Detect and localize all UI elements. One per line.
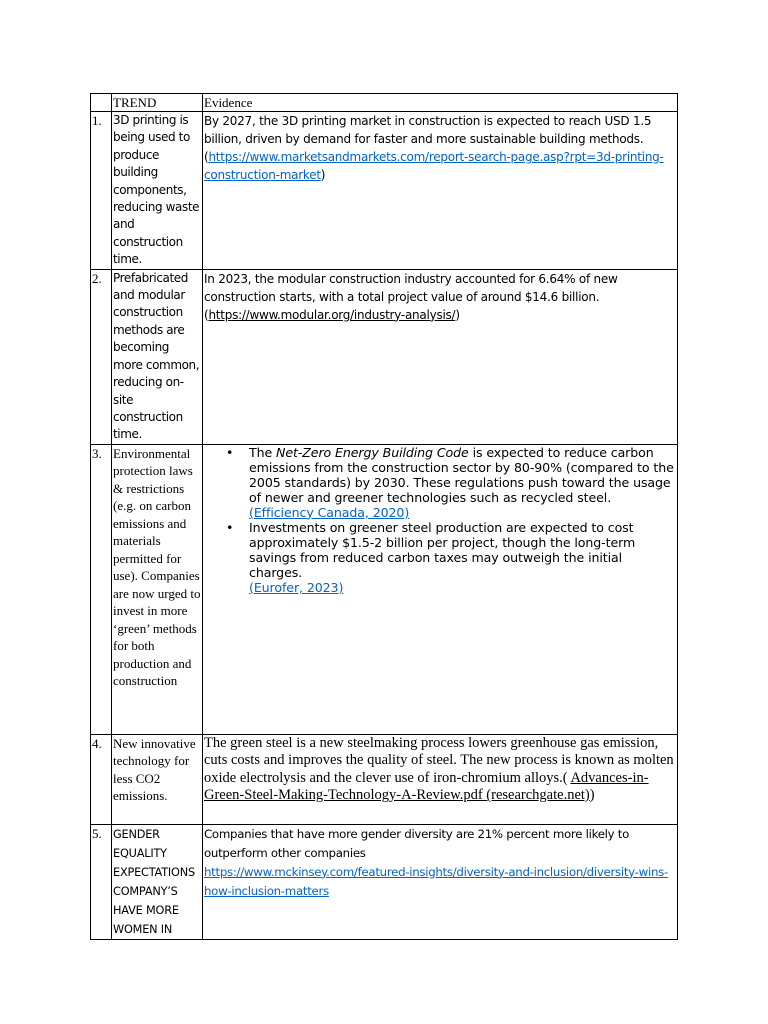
trend-cell: Prefabricated and modular construction methods are becoming more common, reducing on-site construction time. (112, 269, 203, 444)
evidence-text: The green steel is a new steelmaking process lowers greenhouse gas emission, cuts costs and improves the quality of steel. The new process is known as molten oxide electrolysis and the clever use of iron-chromium alloys.( (204, 734, 674, 786)
evidence-end: ) (455, 307, 460, 322)
evidence-text: In 2023, the modular construction industry accounted for 6.64% of new construction starts, with a total project value of around $14.6 billion. ( (204, 271, 618, 322)
evidence-cell (203, 444, 678, 734)
header-evidence: Evidence (203, 94, 678, 112)
row-number: 5. (91, 824, 112, 939)
row-number: 3. (91, 444, 112, 734)
evidence-link[interactable]: Advances-in-Green-Steel-Making-Technology-A-Review.pdf (researchgate.net) (204, 769, 649, 804)
evidence-bullet-list (204, 445, 676, 595)
citation-link[interactable]: (Eurofer, 2023) (249, 579, 344, 595)
header-trend: TREND (112, 94, 203, 112)
row-number: 1. (91, 112, 112, 270)
evidence-text: By 2027, the 3D printing market in construction is expected to reach USD 1.5 billion, driven by demand for faster and more sustainable building methods. ( (204, 114, 652, 164)
trend-cell: Environmental protection laws & restrictions (e.g. on carbon emissions and materials permitted for use). Companies are now urged to invest in more ‘green’ methods for both production and construction (112, 444, 203, 734)
table-row (91, 269, 678, 444)
list-item (226, 444, 676, 520)
bullet-text-italic: Net-Zero Energy Building Code (276, 444, 469, 460)
bullet-icon: • (226, 444, 234, 460)
bullet-text-post: is expected to reduce carbon emissions from the construction sector by 80-90% (compared to the 2005 standards) by 2030. These regulations push toward the usage of newer and greener technologies such as recycled steel. (249, 444, 674, 505)
table-header-row (91, 94, 678, 112)
table-row (91, 734, 678, 824)
header-number-cell (91, 94, 112, 112)
trends-table (90, 93, 678, 940)
citation-link[interactable]: (Efficiency Canada, 2020) (249, 504, 410, 520)
evidence-cell (203, 824, 678, 939)
evidence-cell (203, 112, 678, 270)
table-row (91, 112, 678, 270)
evidence-cell (203, 734, 678, 824)
trend-cell: 3D printing is being used to produce building components, reducing waste and construction time. (112, 112, 203, 270)
evidence-end: ) (589, 787, 595, 804)
row-number: 2. (91, 269, 112, 444)
evidence-end: ) (320, 168, 326, 182)
trend-cell: New innovative technology for less CO2 emissions. (112, 734, 203, 824)
table-row (91, 444, 678, 734)
bullet-text-pre: The (249, 444, 277, 460)
row-number: 4. (91, 734, 112, 824)
evidence-link[interactable]: https://www.marketsandmarkets.com/report-search-page.asp?rpt=3d-printing-construction-market (204, 150, 664, 182)
evidence-cell (203, 269, 678, 444)
bullet-text-pre: Investments on greener steel production are expected to cost approximately $1.5-2 billion per project, though the long-term savings from reduced carbon taxes may outweigh the initial charges. (249, 519, 636, 580)
evidence-link[interactable]: https://www.mckinsey.com/featured-insights/diversity-and-inclusion/diversity-wins-how-inclusion-matters (204, 864, 668, 898)
evidence-link[interactable]: https://www.modular.org/industry-analysis/ (208, 307, 456, 322)
trend-cell: GENDER EQUALITY EXPECTATIONS COMPANY’S HAVE MORE WOMEN IN (112, 824, 203, 939)
bullet-icon: • (226, 519, 234, 535)
evidence-text: Companies that have more gender diversity are 21% percent more likely to outperform other companies (204, 826, 630, 860)
list-item (226, 519, 676, 595)
table-row (91, 824, 678, 939)
